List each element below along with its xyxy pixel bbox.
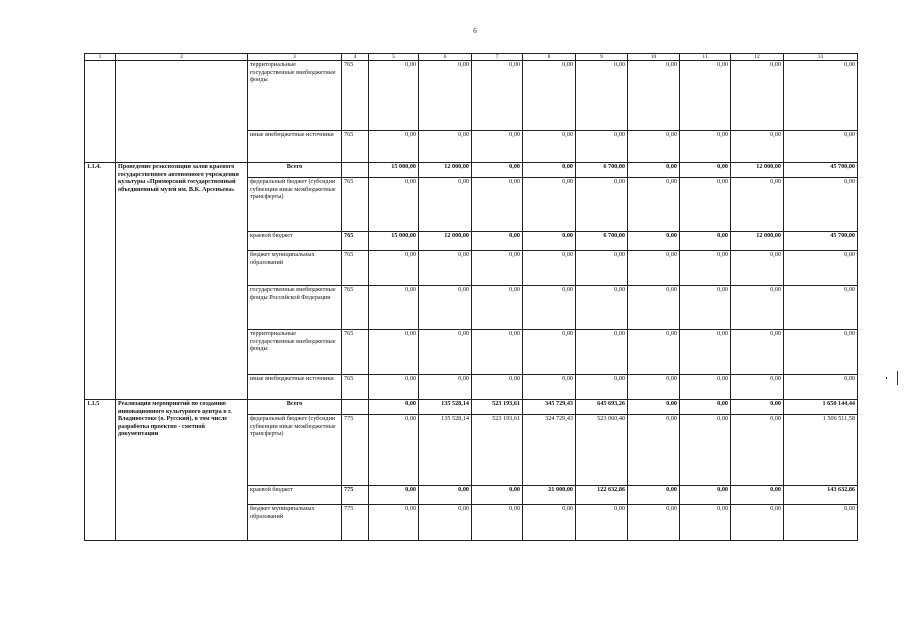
code-cell: 775 <box>342 505 369 541</box>
code-cell: 765 <box>342 232 369 251</box>
code-cell: 765 <box>342 375 369 400</box>
value-cell: 0,00 <box>731 505 784 541</box>
value-cell: 0,00 <box>680 415 731 486</box>
value-cell: 0,00 <box>472 163 523 178</box>
value-cell: 0,00 <box>628 286 680 330</box>
value-cell: 1 506 511,58 <box>784 415 858 486</box>
value-cell: 0,00 <box>369 486 419 505</box>
value-cell: 0,00 <box>419 286 472 330</box>
value-cell: 0,00 <box>628 251 680 286</box>
value-cell: 0,00 <box>369 330 419 375</box>
table-row <box>85 61 858 131</box>
value-cell: 12 000,00 <box>419 163 472 178</box>
source-cell: краевой бюджет <box>248 232 342 251</box>
value-cell: 0,00 <box>369 505 419 541</box>
column-number-13: 13 <box>784 54 858 61</box>
value-cell: 0,00 <box>784 61 858 131</box>
value-cell: 45 700,00 <box>784 163 858 178</box>
column-number-8: 8 <box>523 54 576 61</box>
value-cell: 0,00 <box>523 375 576 400</box>
code-cell: 765 <box>342 131 369 163</box>
value-cell: 0,00 <box>784 251 858 286</box>
value-cell: 1 650 144,44 <box>784 400 858 415</box>
value-cell: 0,00 <box>680 375 731 400</box>
value-cell: 143 632,86 <box>784 486 858 505</box>
source-cell: краевой бюджет <box>248 486 342 505</box>
value-cell: 523 060,40 <box>576 415 628 486</box>
item-title: Реализация мероприятий по созданию инновационного культурного центра в г. Владивостоке (о. Русский), в том числе разработка проектно - сметной документации <box>116 400 248 541</box>
value-cell: 0,00 <box>523 178 576 232</box>
column-number-9: 9 <box>576 54 628 61</box>
value-cell: 0,00 <box>784 286 858 330</box>
value-cell: 0,00 <box>628 415 680 486</box>
value-cell: 21 000,00 <box>523 486 576 505</box>
value-cell: 0,00 <box>731 178 784 232</box>
value-cell: 0,00 <box>731 415 784 486</box>
value-cell: 0,00 <box>628 400 680 415</box>
code-cell: 765 <box>342 178 369 232</box>
source-cell: территориальные государственные внебюджетные фонды <box>248 61 342 131</box>
value-cell: 0,00 <box>419 131 472 163</box>
value-cell: 0,00 <box>419 375 472 400</box>
value-cell: 0,00 <box>628 375 680 400</box>
value-cell: 0,00 <box>680 131 731 163</box>
value-cell: 0,00 <box>628 131 680 163</box>
column-number-12: 12 <box>731 54 784 61</box>
value-cell: 0,00 <box>576 251 628 286</box>
value-cell: 15 000,00 <box>369 232 419 251</box>
value-cell: 0,00 <box>731 286 784 330</box>
value-cell: 0,00 <box>576 178 628 232</box>
table-row <box>85 163 858 178</box>
source-cell: бюджет муниципальных образований <box>248 251 342 286</box>
value-cell: 0,00 <box>369 400 419 415</box>
value-cell: 0,00 <box>472 486 523 505</box>
budget-table <box>84 53 858 541</box>
value-cell: 122 632,86 <box>576 486 628 505</box>
value-cell: 0,00 <box>680 286 731 330</box>
column-number-6: 6 <box>419 54 472 61</box>
value-cell: 0,00 <box>523 163 576 178</box>
source-cell: территориальные государственные внебюджетные фонды <box>248 330 342 375</box>
value-cell: 0,00 <box>628 178 680 232</box>
column-number-row <box>85 54 858 61</box>
value-cell: 0,00 <box>472 330 523 375</box>
value-cell: 0,00 <box>784 505 858 541</box>
column-number-10: 10 <box>628 54 680 61</box>
code-cell <box>342 163 369 178</box>
value-cell: 0,00 <box>523 505 576 541</box>
value-cell: 0,00 <box>369 375 419 400</box>
value-cell: 0,00 <box>472 375 523 400</box>
value-cell: 0,00 <box>523 330 576 375</box>
value-cell: 0,00 <box>680 330 731 375</box>
code-cell: 775 <box>342 486 369 505</box>
value-cell: 0,00 <box>472 251 523 286</box>
value-cell: 0,00 <box>680 400 731 415</box>
value-cell: 0,00 <box>731 400 784 415</box>
code-cell: 765 <box>342 251 369 286</box>
value-cell: 0,00 <box>419 505 472 541</box>
value-cell: 0,00 <box>472 131 523 163</box>
item-index: 1.1.5 <box>85 400 116 541</box>
source-cell: Всего <box>248 400 342 415</box>
item-title: Проведение реэкспозиции залов краевого государственного автономного учреждения культуры «Приморский государственный объединенный музей им. В.К. Арсеньева» <box>116 163 248 400</box>
value-cell: 645 693,26 <box>576 400 628 415</box>
column-number-4: 4 <box>342 54 369 61</box>
value-cell: 0,00 <box>419 178 472 232</box>
value-cell: 324 729,43 <box>523 415 576 486</box>
value-cell: 0,00 <box>472 505 523 541</box>
column-number-3: 3 <box>248 54 342 61</box>
value-cell: 0,00 <box>680 232 731 251</box>
value-cell: 0,00 <box>576 286 628 330</box>
source-cell: иные внебюджетные источники <box>248 131 342 163</box>
value-cell: 0,00 <box>628 232 680 251</box>
value-cell: 0,00 <box>576 131 628 163</box>
value-cell: 0,00 <box>784 330 858 375</box>
continued-index-cell <box>85 61 116 163</box>
value-cell: 0,00 <box>369 415 419 486</box>
value-cell: 0,00 <box>628 61 680 131</box>
value-cell: 0,00 <box>369 286 419 330</box>
value-cell: 523 193,61 <box>472 400 523 415</box>
value-cell: 0,00 <box>680 251 731 286</box>
value-cell: 0,00 <box>576 375 628 400</box>
value-cell: 15 000,00 <box>369 163 419 178</box>
value-cell: 0,00 <box>472 178 523 232</box>
value-cell: 0,00 <box>369 61 419 131</box>
margin-mark-tick <box>886 377 887 379</box>
value-cell: 0,00 <box>680 486 731 505</box>
value-cell: 0,00 <box>576 330 628 375</box>
code-cell: 775 <box>342 415 369 486</box>
value-cell: 0,00 <box>472 286 523 330</box>
continued-title-cell <box>116 61 248 163</box>
item-index: 1.1.4. <box>85 163 116 400</box>
value-cell: 0,00 <box>419 486 472 505</box>
value-cell: 0,00 <box>419 61 472 131</box>
value-cell: 0,00 <box>680 163 731 178</box>
value-cell: 0,00 <box>680 178 731 232</box>
value-cell: 0,00 <box>731 375 784 400</box>
column-number-5: 5 <box>369 54 419 61</box>
code-cell: 765 <box>342 330 369 375</box>
value-cell: 0,00 <box>576 61 628 131</box>
margin-mark-right <box>897 371 898 385</box>
source-cell: Всего <box>248 163 342 178</box>
value-cell: 0,00 <box>369 131 419 163</box>
value-cell: 0,00 <box>628 330 680 375</box>
value-cell: 0,00 <box>731 486 784 505</box>
source-cell: иные внебюджетные источники <box>248 375 342 400</box>
page-number: 6 <box>473 27 477 35</box>
value-cell: 0,00 <box>680 61 731 131</box>
source-cell: государственные внебюджетные фонды Российской Федерации <box>248 286 342 330</box>
column-number-7: 7 <box>472 54 523 61</box>
value-cell: 135 528,14 <box>419 400 472 415</box>
value-cell: 0,00 <box>731 61 784 131</box>
value-cell: 0,00 <box>369 251 419 286</box>
source-cell: федеральный бюджет (субсидии субвенции иные межбюджетные трансферты) <box>248 415 342 486</box>
value-cell: 12 000,00 <box>731 163 784 178</box>
value-cell: 12 000,00 <box>731 232 784 251</box>
value-cell: 0,00 <box>731 251 784 286</box>
value-cell: 0,00 <box>472 232 523 251</box>
value-cell: 0,00 <box>784 178 858 232</box>
code-cell: 765 <box>342 286 369 330</box>
value-cell: 0,00 <box>369 178 419 232</box>
value-cell: 345 729,43 <box>523 400 576 415</box>
value-cell: 0,00 <box>523 286 576 330</box>
value-cell: 0,00 <box>784 375 858 400</box>
value-cell: 0,00 <box>628 505 680 541</box>
value-cell: 6 700,00 <box>576 232 628 251</box>
value-cell: 6 700,00 <box>576 163 628 178</box>
value-cell: 0,00 <box>419 251 472 286</box>
value-cell: 0,00 <box>523 131 576 163</box>
code-cell <box>342 400 369 415</box>
value-cell: 0,00 <box>628 486 680 505</box>
value-cell: 0,00 <box>628 163 680 178</box>
value-cell: 0,00 <box>523 251 576 286</box>
source-cell: бюджет муниципальных образований <box>248 505 342 541</box>
value-cell: 0,00 <box>576 505 628 541</box>
value-cell: 45 700,00 <box>784 232 858 251</box>
value-cell: 0,00 <box>731 131 784 163</box>
value-cell: 0,00 <box>523 61 576 131</box>
value-cell: 12 000,00 <box>419 232 472 251</box>
code-cell: 765 <box>342 61 369 131</box>
table-row <box>85 400 858 415</box>
source-cell: федеральный бюджет (субсидии субвенции иные межбюджетные трансферты) <box>248 178 342 232</box>
column-number-11: 11 <box>680 54 731 61</box>
value-cell: 0,00 <box>680 505 731 541</box>
column-number-2: 2 <box>116 54 248 61</box>
value-cell: 0,00 <box>731 330 784 375</box>
column-number-1: 1 <box>85 54 116 61</box>
value-cell: 0,00 <box>472 61 523 131</box>
value-cell: 0,00 <box>523 232 576 251</box>
value-cell: 0,00 <box>784 131 858 163</box>
value-cell: 135 528,14 <box>419 415 472 486</box>
value-cell: 0,00 <box>419 330 472 375</box>
value-cell: 523 193,61 <box>472 415 523 486</box>
